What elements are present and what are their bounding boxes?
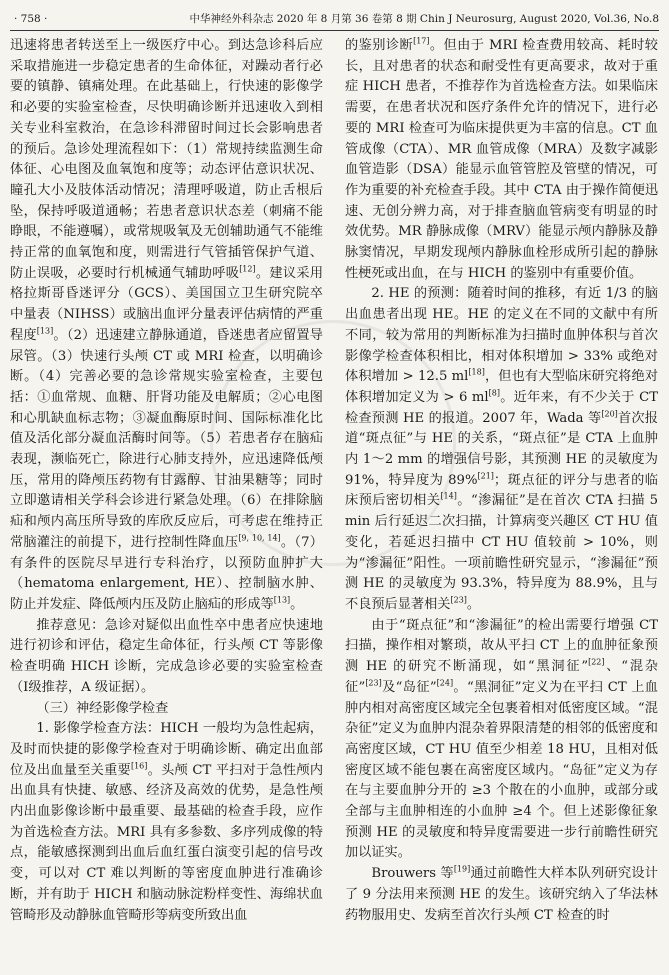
section-heading: （三）神经影像学检查 <box>36 700 169 716</box>
running-header <box>10 8 659 31</box>
right-column <box>345 36 658 971</box>
paragraph: Brouwers 等[19]通过前瞻性大样本队列研究设计了 9 分法用来预测 HE 的发生。该研究纳入了华法林药物服用史、发病至首次行头颅 CT 检查的时 <box>345 864 658 923</box>
left-column <box>10 36 323 971</box>
paragraph: 2. HE 的预测：随着时间的推移，有近 1/3 的脑出血患者出现 HE。HE 的定义在不同的文献中有所不同，较为常用的判断标准为扫描时血肿体积与首次影像学检查体积相比，相对体积增加 > 33% 或绝对体积增加 > 12.5 ml[18]，但也有大型临床研究将绝对体积增加定义为 > 6 ml[8]。近年来，有不少关于 CT 检查预测 HE 的报道。2007 年，Wada 等[20]首次报道“斑点征”与 HE 的关系，“斑点征”是 CTA 上血肿内 1～2 mm 的增强信号影，其预测 HE 的灵敏度为 91%，特异度为 89%[21]；斑点征的评分与患者的临床预后密切相关[14]。“渗漏征”是在首次 CTA 扫描 5 min 后行延迟二次扫描，计算病变兴趣区 CT HU 值变化，若延迟扫描中 CT HU 值较前 > 10%，则为“渗漏征”阳性。一项前瞻性研究显示，“渗漏征”预测 HE 的灵敏度为 93.3%，特异度为 88.9%，且与不良预后显著相关[23]。 <box>345 286 658 612</box>
page-number: · 758 · <box>14 13 48 25</box>
journal-citation: 中华神经外科杂志 2020 年 8 月第 36 卷第 8 期 Chin J Neurosurg, August 2020, Vol.36, No.8 <box>189 13 659 25</box>
recommendation-paragraph: 推荐意见：急诊对疑似出血性卒中患者应快速地进行初诊和评估，稳定生命体征，行头颅 CT 等影像检查明确 HICH 诊断，完成急诊必要的实验室检查（Ⅰ级推荐，A 级证据）。 <box>10 617 323 695</box>
paragraph: 1. 影像学检查方法：HICH 一般均为急性起病，及时而快捷的影像学检查对于明确诊断、确定出血部位及出血量至关重要[16]。头颅 CT 平扫对于急性颅内出血具有快捷、敏感、经济及高效的优势，是急性颅内出血影像诊断中最重要、最基础的检查手段，应作为首选检查方法。MRI 具有多参数、多序列成像的特点，能敏感探测到出血后血红蛋白演变引起的信号改变，可以对 CT 难以判断的等密度血肿进行准确诊断，并有助于 HICH 和脑动脉淀粉样变性、海绵状血管畸形及动静脉血管畸形等病变所致出血 <box>10 721 323 923</box>
paragraph: 由于“斑点征”和“渗漏征”的检出需要行增强 CT 扫描，操作相对繁琐，故从平扫 CT 上的血肿征象预测 HE 的研究不断涌现，如“黑洞征”[22]、“混杂征”[23]及“岛征”[24]。“黑洞征”定义为在平扫 CT 上血肿内相对高密度区域完全包裹着相对低密度区域。“混杂征”定义为血肿内混杂着界限清楚的相邻的低密度和高密度区域，CT HU 值至少相差 18 HU，且相对低密度区域不能包裹在高密度区域内。“岛征”定义为存在与主要血肿分开的 ≥3 个散在的小血肿，或部分或全部与主血肿相连的小血肿 ≥4 个。但上述影像征象预测 HE 的灵敏度和特异度需要进一步行前瞻性研究加以证实。 <box>345 617 658 861</box>
paragraph: 的鉴别诊断[17]。但由于 MRI 检查费用较高、耗时较长，且对患者的状态和耐受性有更高要求，故对于重症 HICH 患者，不推荐作为首选检查方法。如果临床需要，在患者状况和医疗条件允许的情况下，进行必要的 MRI 检查可为临床提供更为丰富的信息。CT 血管成像（CTA）、MR 血管成像（MRA）及数字减影血管造影（DSA）能显示血管管腔及管壁的情况，可作为重要的补充检查手段。其中 CTA 由于操作简便迅速、无创分辨力高，对于排查脑血管病变有明显的时效优势。MR 静脉成像（MRV）能显示颅内静脉及静脉窦情况，早期发现颅内静脉血栓形成所引起的静脉性梗死或出血，在与 HICH 的鉴别中有重要价值。 <box>345 36 658 281</box>
paragraph: 迅速将患者转送至上一级医疗中心。到达急诊科后应采取措施进一步稳定患者的生命体征，对躁动者行必要的镇静、镇痛处理。在此基础上，行快速的影像学和必要的实验室检查，尽快明确诊断并迅速收入到相关专业科室救治，在急诊科滞留时间过长会影响患者的预后。急诊处理流程如下：（1）常规持续监测生命体征、心电图及血氧饱和度等；动态评估意识状况、瞳孔大小及肢体活动情况；清理呼吸道，防止舌根后坠，保持呼吸道通畅；若患者意识状态差（刺痛不能睁眼，不能遵嘱），或常规吸氧及无创辅助通气不能维持正常的血氧饱和度，则需进行气管插管保护气道、防止误吸，必要时行机械通气辅助呼吸[12]。建议采用格拉斯哥昏迷评分（GCS）、美国国立卫生研究院卒中量表（NIHSS）或脑出血评分量表评估病情的严重程度[13]。（2）迅速建立静脉通道，昏迷患者应留置导尿管。（3）快速行头颅 CT 或 MRI 检查，以明确诊断。（4）完善必要的急诊常规实验室检查，主要包括：①血常规、血糖、肝肾功能及电解质；②心电图和心肌缺血标志物；③凝血酶原时间、国际标准化比值及活化部分凝血活酶时间等。（5）若患者存在脑疝表现，濒临死亡，除进行心肺支持外，应迅速降低颅压，常用的降颅压药物有甘露醇、甘油果糖等；同时立即邀请相关学科会诊进行紧急处理。（6）在排除脑疝和颅内高压所导致的库欣反应后，可考虑在维持正常脑灌注的前提下，进行控制性降血压[9, 10, 14]。（7）有条件的医院尽早进行专科治疗，以预防血肿扩大（hematoma enlargement, HE）、控制脑水肿、防止并发症、降低颅内压及防止脑疝的形成等[13]。 <box>10 38 323 612</box>
